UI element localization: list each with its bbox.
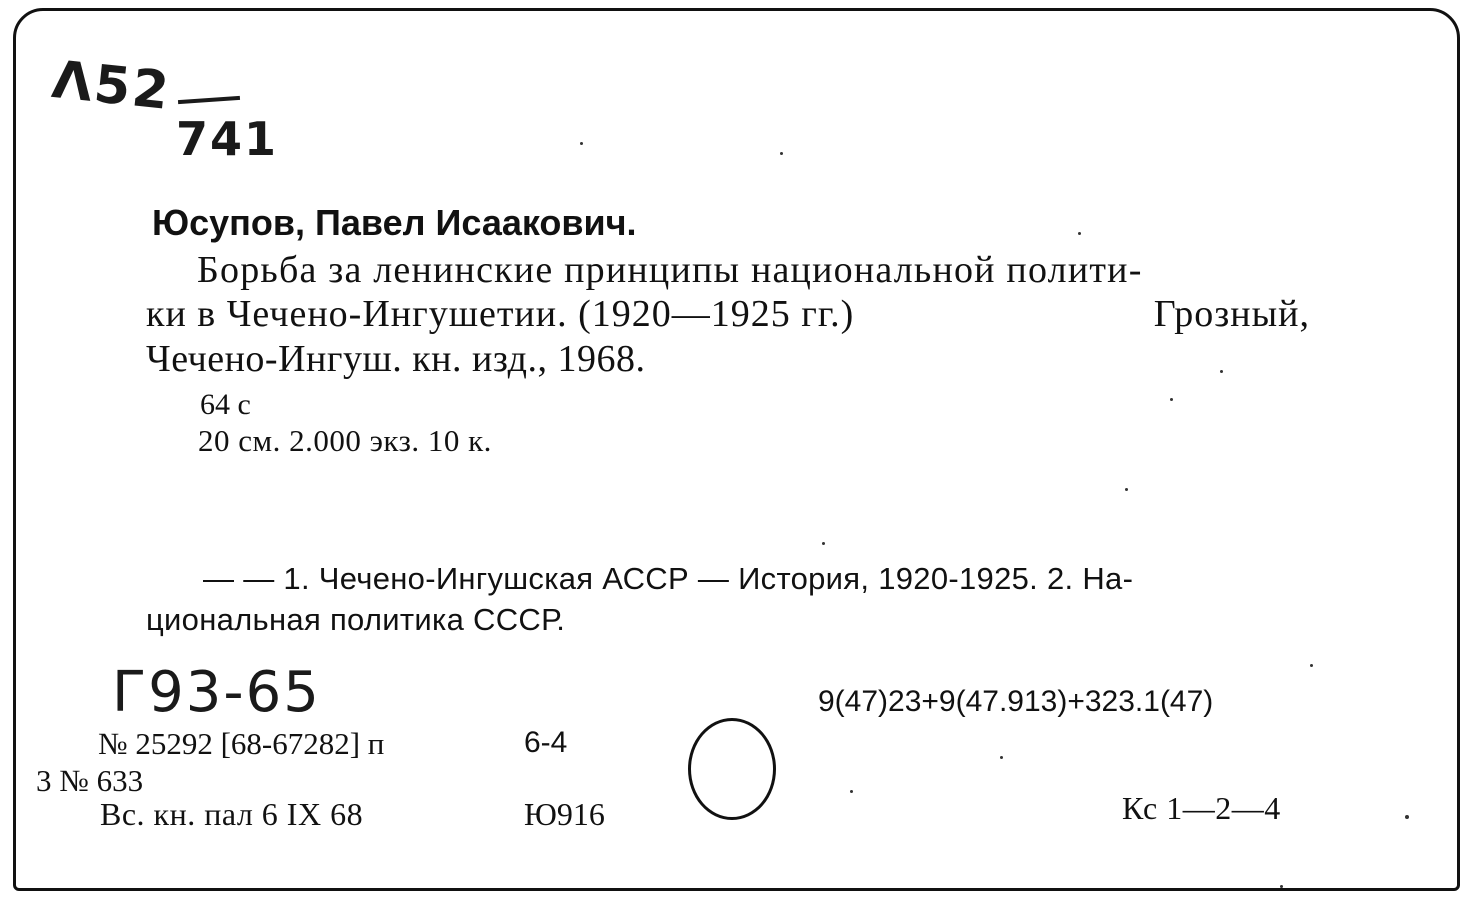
- registration-number: № 25292 [68-67282] п: [98, 726, 385, 761]
- author-heading: Юсупов, Павел Исаакович.: [152, 202, 637, 243]
- scan-speck: [1000, 756, 1003, 759]
- scan-speck: [1310, 664, 1313, 667]
- scan-speck: [822, 542, 825, 545]
- title-line-2-text: ки в Чечено-Ингушетии. (1920—1925 гг.): [146, 293, 855, 335]
- chamber-signed-date: Вс. кн. пал 6 IX 68: [100, 796, 364, 832]
- subject-headings-line-2: циональная политика СССР.: [146, 602, 566, 637]
- scan-speck: [1405, 815, 1409, 819]
- handwritten-call-number-top: Λ52: [49, 49, 174, 123]
- print-order-number: Ю916: [524, 796, 605, 832]
- scan-speck: [1220, 370, 1223, 373]
- scan-speck: [1170, 398, 1173, 401]
- title-line-1: Борьба за ленинские принципы национальной полити-: [197, 249, 1143, 291]
- scan-speck: [780, 152, 783, 155]
- ks-code: Кс 1—2—4: [1122, 790, 1281, 826]
- title-line-2: [146, 292, 1310, 336]
- publication-place: Грозный,: [1153, 293, 1310, 335]
- order-z-number: 3 № 633: [36, 763, 144, 798]
- scan-speck: [580, 142, 583, 145]
- scan-speck: [1280, 885, 1283, 888]
- page-count: 64 с: [200, 388, 251, 421]
- subject-headings-line-1: — — 1. Чечено-Ингушская АССР — История, 1920-1925. 2. На-: [203, 561, 1134, 596]
- scan-speck: [1078, 232, 1081, 235]
- card-code: 6-4: [524, 726, 568, 759]
- handwritten-call-number-bottom: 741: [176, 112, 279, 166]
- scan-speck: [1125, 488, 1128, 491]
- handwritten-code-bottom: Г93-65: [112, 660, 321, 725]
- scan-speck: [850, 790, 853, 793]
- physical-description: 20 см. 2.000 экз. 10 к.: [198, 423, 492, 458]
- publisher-line: Чечено-Ингуш. кн. изд., 1968.: [146, 338, 646, 380]
- classification-index: 9(47)23+9(47.913)+323.1(47): [818, 685, 1214, 718]
- card-punch-hole: [688, 718, 776, 820]
